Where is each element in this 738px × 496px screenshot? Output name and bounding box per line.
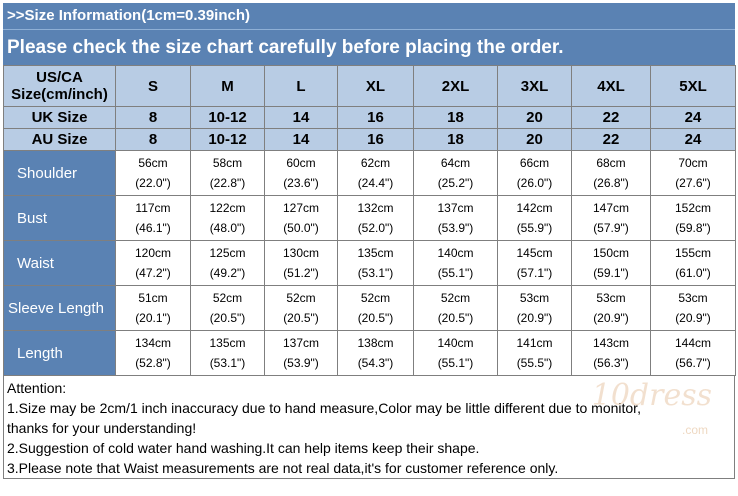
inch-value: (56.7") <box>675 356 711 370</box>
us-size-cell: XL <box>338 66 414 107</box>
measurement-cell <box>265 196 338 241</box>
measurement-cell <box>651 286 736 331</box>
measurement-cell <box>338 196 414 241</box>
inch-value: (26.8") <box>593 176 629 190</box>
table-row <box>4 331 736 376</box>
measurement-cell <box>572 151 651 196</box>
inch-value: (53.9") <box>437 221 474 235</box>
inch-value: (55.9") <box>516 221 553 235</box>
measurement-cell <box>414 331 498 376</box>
inch-value: (20.1") <box>135 311 171 325</box>
measurement-cell <box>651 241 736 286</box>
measurement-cell <box>116 331 191 376</box>
au-size-cell: 24 <box>651 129 736 151</box>
inch-value: (50.0") <box>283 221 319 235</box>
cm-value: 58cm <box>212 156 243 170</box>
us-size-cell: 5XL <box>651 66 736 107</box>
measurement-cell <box>651 331 736 376</box>
measurement-cell <box>116 151 191 196</box>
cm-value: 62cm <box>360 156 391 170</box>
measurement-cell <box>116 196 191 241</box>
inch-value: (20.5") <box>437 311 474 325</box>
inch-value: (54.3") <box>357 356 394 370</box>
measurement-cell <box>414 286 498 331</box>
measurement-cell <box>338 151 414 196</box>
cm-value: 145cm <box>516 246 553 260</box>
inch-value: (49.2") <box>209 266 246 280</box>
cm-value: 66cm <box>519 156 550 170</box>
measurement-label: Length <box>4 331 116 376</box>
inch-value: (24.4") <box>357 176 394 190</box>
table-row <box>4 286 736 331</box>
cm-value: 52cm <box>360 291 391 305</box>
uk-size-cell: 8 <box>116 107 191 129</box>
measurement-cell <box>498 196 572 241</box>
measurement-cell <box>572 241 651 286</box>
attention-notes <box>3 376 735 479</box>
au-size-label: AU Size <box>4 129 116 151</box>
inch-value: (26.0") <box>516 176 553 190</box>
measurement-cell <box>498 241 572 286</box>
measurement-cell <box>265 151 338 196</box>
inch-value: (46.1") <box>135 221 171 235</box>
measurement-cell <box>116 241 191 286</box>
au-size-cell: 14 <box>265 129 338 151</box>
inch-value: (59.8") <box>675 221 711 235</box>
cm-value: 140cm <box>437 336 474 350</box>
measurement-label: Waist <box>4 241 116 286</box>
measurement-cell <box>338 286 414 331</box>
us-size-cell: S <box>116 66 191 107</box>
au-size-cell: 20 <box>498 129 572 151</box>
us-size-cell: 2XL <box>414 66 498 107</box>
measurement-cell <box>498 286 572 331</box>
uk-size-cell: 20 <box>498 107 572 129</box>
cm-value: 152cm <box>674 201 712 215</box>
measurement-cell <box>191 241 265 286</box>
cm-value: 125cm <box>209 246 246 260</box>
table-row <box>4 151 736 196</box>
inch-value: (20.9") <box>516 311 553 325</box>
cm-value: 122cm <box>209 201 246 215</box>
measurement-cell <box>414 196 498 241</box>
au-size-row <box>4 129 736 151</box>
cm-value: 143cm <box>592 336 630 350</box>
inch-value: (22.0") <box>135 176 171 190</box>
au-size-cell: 18 <box>414 129 498 151</box>
au-size-cell: 16 <box>338 129 414 151</box>
measurement-cell <box>498 151 572 196</box>
cm-value: 147cm <box>592 201 630 215</box>
cm-value: 70cm <box>678 156 708 170</box>
cm-value: 135cm <box>209 336 246 350</box>
cm-value: 68cm <box>596 156 626 170</box>
measurement-label: Sleeve Length <box>4 286 116 331</box>
inch-value: (52.0") <box>357 221 394 235</box>
measurement-cell <box>414 151 498 196</box>
inch-value: (23.6") <box>283 176 319 190</box>
inch-value: (20.5") <box>283 311 319 325</box>
uk-size-cell: 18 <box>414 107 498 129</box>
measurement-cell <box>265 286 338 331</box>
us-size-cell: M <box>191 66 265 107</box>
size-table <box>3 65 736 376</box>
uk-size-cell: 10-12 <box>191 107 265 129</box>
note-line-1-cont: thanks for your understanding! <box>7 420 197 436</box>
inch-value: (53.1") <box>357 266 394 280</box>
inch-value: (61.0") <box>675 266 711 280</box>
cm-value: 52cm <box>212 291 243 305</box>
measurement-cell <box>191 331 265 376</box>
au-size-cell: 8 <box>116 129 191 151</box>
inch-value: (53.1") <box>209 356 246 370</box>
inch-value: (51.2") <box>283 266 319 280</box>
us-size-row <box>4 66 736 107</box>
uk-size-cell: 14 <box>265 107 338 129</box>
cm-value: 64cm <box>440 156 471 170</box>
note-line-1: 1.Size may be 2cm/1 inch inaccuracy due to hand measure,Color may be little different due to monitor, <box>7 400 641 416</box>
cm-value: 51cm <box>138 291 168 305</box>
cm-value: 138cm <box>357 336 394 350</box>
table-row <box>4 196 736 241</box>
measurement-cell <box>651 196 736 241</box>
cm-value: 141cm <box>516 336 553 350</box>
inch-value: (48.0") <box>209 221 246 235</box>
us-size-label: US/CA Size(cm/inch) <box>4 66 116 107</box>
cm-value: 137cm <box>282 336 320 350</box>
us-size-cell: 3XL <box>498 66 572 107</box>
inch-value: (47.2") <box>135 266 171 280</box>
cm-value: 127cm <box>282 201 320 215</box>
us-size-cell: 4XL <box>572 66 651 107</box>
inch-value: (20.9") <box>593 311 629 325</box>
inch-value: (55.5") <box>516 356 553 370</box>
uk-size-cell: 24 <box>651 107 736 129</box>
cm-value: 134cm <box>134 336 172 350</box>
cm-value: 150cm <box>592 246 630 260</box>
cm-value: 120cm <box>134 246 172 260</box>
measurement-cell <box>191 151 265 196</box>
uk-size-row <box>4 107 736 129</box>
inch-value: (20.5") <box>357 311 394 325</box>
measurement-cell <box>651 151 736 196</box>
cm-value: 53cm <box>519 291 550 305</box>
measurement-cell <box>191 286 265 331</box>
inch-value: (20.5") <box>209 311 246 325</box>
size-info-header: >>Size Information(1cm=0.39inch) <box>3 3 735 29</box>
cm-value: 53cm <box>678 291 708 305</box>
inch-value: (57.1") <box>516 266 553 280</box>
measurement-cell <box>338 331 414 376</box>
cm-value: 52cm <box>440 291 471 305</box>
cm-value: 52cm <box>286 291 316 305</box>
uk-size-cell: 16 <box>338 107 414 129</box>
inch-value: (52.8") <box>135 356 171 370</box>
inch-value: (25.2") <box>437 176 474 190</box>
inch-value: (55.1") <box>437 356 474 370</box>
measurement-cell <box>191 196 265 241</box>
cm-value: 155cm <box>674 246 712 260</box>
cm-value: 132cm <box>357 201 394 215</box>
attention-title: Attention: <box>7 380 67 396</box>
cm-value: 130cm <box>282 246 320 260</box>
measurement-cell <box>572 196 651 241</box>
note-line-2: 2.Suggestion of cold water hand washing.It can help items keep their shape. <box>7 440 480 456</box>
cm-value: 144cm <box>674 336 712 350</box>
measurement-label: Shoulder <box>4 151 116 196</box>
inch-value: (22.8") <box>209 176 246 190</box>
inch-value: (56.3") <box>593 356 629 370</box>
cm-value: 117cm <box>135 201 171 215</box>
inch-value: (27.6") <box>675 176 711 190</box>
inch-value: (59.1") <box>593 266 629 280</box>
measurement-cell <box>265 241 338 286</box>
measurement-cell <box>265 331 338 376</box>
table-row <box>4 241 736 286</box>
inch-value: (53.9") <box>283 356 319 370</box>
measurement-cell <box>572 331 651 376</box>
measurement-label: Bust <box>4 196 116 241</box>
measurement-cell <box>572 286 651 331</box>
au-size-cell: 22 <box>572 129 651 151</box>
size-chart-notice: Please check the size chart carefully before placing the order. <box>3 29 735 65</box>
watermark-logo: 10dress <box>591 378 712 413</box>
au-size-cell: 10-12 <box>191 129 265 151</box>
cm-value: 53cm <box>596 291 626 305</box>
cm-value: 56cm <box>138 156 168 170</box>
uk-size-cell: 22 <box>572 107 651 129</box>
note-line-3: 3.Please note that Waist measurements are not real data,it's for customer reference only. <box>7 460 559 476</box>
measurement-cell <box>116 286 191 331</box>
uk-size-label: UK Size <box>4 107 116 129</box>
cm-value: 135cm <box>357 246 394 260</box>
inch-value: (20.9") <box>675 311 711 325</box>
cm-value: 137cm <box>437 201 474 215</box>
cm-value: 140cm <box>437 246 474 260</box>
inch-value: (55.1") <box>437 266 474 280</box>
cm-value: 142cm <box>516 201 553 215</box>
watermark-domain: .com <box>681 423 708 437</box>
size-chart <box>3 3 735 479</box>
measurement-cell <box>338 241 414 286</box>
measurement-cell <box>498 331 572 376</box>
us-size-cell: L <box>265 66 338 107</box>
measurement-cell <box>414 241 498 286</box>
inch-value: (57.9") <box>593 221 629 235</box>
cm-value: 60cm <box>286 156 316 170</box>
